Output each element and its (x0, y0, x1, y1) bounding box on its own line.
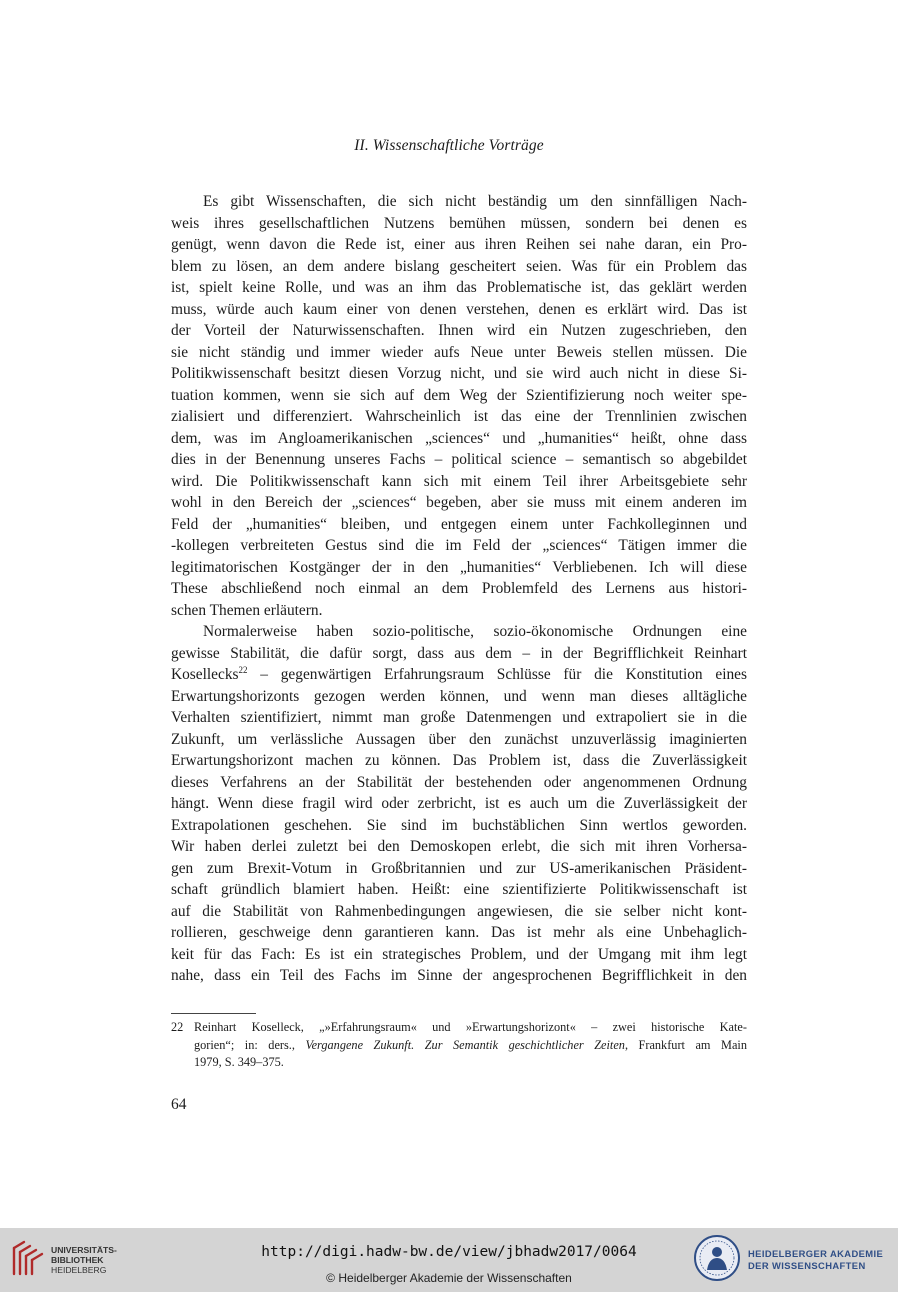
text-line: tuation kommen, wenn sie sich auf dem Weg der Szientifizierung noch weiter spe- (171, 386, 747, 404)
text-fragment: , Frankfurt am Main (624, 1037, 747, 1052)
text-line: rollieren, geschweige denn garantieren kann. Das ist mehr als eine Unbehaglich- (171, 924, 747, 941)
footnote-line (171, 1019, 747, 1037)
text-line: wird. Die Politikwissenschaft kann sich mit einem Teil ihrer Arbeitsgebiete sehr (171, 472, 747, 490)
text-line: keit für das Fach: Es ist ein strategisches Problem, und der Umgang mit ihm legt (171, 945, 747, 963)
academy-seal-icon[interactable] (693, 1234, 741, 1282)
text-line: gen zum Brexit-Votum in Großbritannien und zur US-amerikanischen Präsident- (171, 859, 747, 877)
logo-text-line: HEIDELBERGER AKADEMIE (748, 1248, 884, 1259)
body-text (171, 191, 747, 987)
text-line (171, 664, 747, 686)
text-line: Erwartungshorizonts gezogen werden können, und wenn man dieses alltägliche (171, 687, 747, 705)
text-line: genügt, wenn davon die Rede ist, einer aus ihren Reihen sei nahe daran, ein Pro- (171, 236, 747, 253)
text-fragment: Reinhart Koselleck, „»Erfahrungsraum« und »Erwartungshorizont« – zwei historische Kate- (194, 1020, 747, 1034)
footnote-number: 22 (171, 1020, 184, 1034)
text-line: der Vorteil der Naturwissenschaften. Ihnen wird ein Nutzen zugeschrieben, den (171, 322, 747, 339)
running-header: II. Wissenschaftliche Vorträge (354, 137, 544, 154)
footnote-line: 1979, S. 349–375. (194, 1055, 284, 1069)
paragraph-1 (171, 191, 747, 621)
text-line: gewisse Stabilität, die dafür sorgt, dass aus dem – in der Begrifflichkeit Reinhart (171, 644, 747, 662)
text-line: wohl in den Bereich der „sciences“ begeben, aber sie muss mit einem anderen im (171, 494, 747, 511)
text-line: Zukunft, um verlässliche Aussagen über den zunächst unzuverlässig imaginierten (171, 730, 747, 748)
text-line: -kollegen verbreiteten Gestus sind die im Feld der „sciences“ Tätigen immer die (171, 537, 747, 554)
text-line: blem zu lösen, an dem andere bislang gescheitert seien. Was für ein Problem das (171, 257, 747, 275)
logo-text-line: DER WISSENSCHAFTEN (748, 1260, 866, 1271)
text-line: zialisiert und differenziert. Wahrscheinlich ist das eine der Trennlinien zwischen (171, 408, 747, 425)
text-line: Feld der „humanities“ bleiben, und entgegen einem unter Fachkolleginnen und (171, 515, 747, 533)
text-fragment: – gegenwärtigen Erfahrungsraum Schlüsse für die Konstitution eines (247, 666, 747, 683)
text-line: weis ihres gesellschaftlichen Nutzens bemühen müssen, sondern bei denen es (171, 214, 747, 232)
text-line: Erwartungshorizont machen zu können. Das Problem ist, dass die Zuverlässigkeit (171, 752, 747, 769)
text-line: dies in der Benennung unseres Fachs – political science – semantisch so abgebildet (171, 451, 747, 468)
book-title: Vergangene Zukunft. Zur Semantik geschichtlicher Zeiten (305, 1037, 625, 1052)
footer-bar (0, 1228, 898, 1292)
text-line: dieses Verfahrens an der Stabilität der bestehenden oder angenommenen Ordnung (171, 773, 747, 791)
logo-text-line: BIBLIOTHEK (51, 1255, 104, 1265)
text-line: schaft gründlich blamiert haben. Heißt: eine szientifizierte Politikwissenschaft ist (171, 881, 747, 898)
text-line: legitimatorischen Kostgänger der in den „humanities“ Verbliebenen. Ich will diese (171, 558, 747, 576)
text-line: Wir haben derlei zuletzt bei den Demoskopen erlebt, die sich mit ihren Vorhersa- (171, 838, 747, 855)
footnote-reference[interactable]: 22 (238, 665, 248, 675)
logo-text-line: HEIDELBERG (51, 1265, 107, 1275)
permalink-url[interactable]: http://digi.hadw-bw.de/view/jbhadw2017/0064 (261, 1244, 637, 1260)
logo-text-line: UNIVERSITÄTS- (51, 1245, 117, 1255)
text-line: nahe, dass ein Teil des Fachs im Sinne der angesprochenen Begrifflichkeit in den (171, 967, 747, 984)
text-line: auf die Stabilität von Rahmenbedingungen angewiesen, die sie selber nicht kont- (171, 902, 747, 920)
text-line: Es gibt Wissenschaften, die sich nicht beständig um den sinnfälligen Nach- (203, 193, 747, 210)
text-line: Extrapolationen geschehen. Sie sind im buchstäblichen Sinn wertlos geworden. (171, 816, 747, 834)
text-line: hängt. Wenn diese fragil wird oder zerbricht, ist es auch um die Zuverlässigkeit der (171, 795, 747, 812)
academy-name (748, 1248, 883, 1272)
text-line: Normalerweise haben sozio-politische, sozio-ökonomische Ordnungen eine (203, 623, 747, 640)
footnote-line (171, 1037, 747, 1055)
text-line: schen Themen erläutern. (171, 601, 323, 619)
text-fragment: gorien“; in: ders., (194, 1037, 306, 1052)
text-line: These abschließend noch einmal an dem Problemfeld des Lernens aus histori- (171, 580, 747, 597)
paragraph-2 (171, 621, 747, 987)
text-line: dem, was im Angloamerikanischen „sciences“ und „humanities“ heißt, ohne dass (171, 429, 747, 447)
text-line: muss, würde auch kaum einer von denen verstehen, denen es erklärt wird. Das ist (171, 300, 747, 318)
text-line: sie nicht ständig und immer wieder aufs Neue unter Beweis stellen müssen. Die (171, 343, 747, 361)
text-line: ist, spielt keine Rolle, und was an ihm das Problematische ist, das geklärt werden (171, 279, 747, 296)
footnote-divider (171, 1013, 256, 1014)
text-fragment: Kosellecks (171, 666, 239, 683)
copyright-notice: © Heidelberger Akademie der Wissenschaften (326, 1271, 572, 1285)
footnote (171, 1019, 747, 1072)
text-line: Politikwissenschaft besitzt diesen Vorzug nicht, und sie wird auch nicht in diese Si- (171, 365, 747, 382)
text-line: Verhalten szientifiziert, nimmt man große Datenmengen und extrapoliert sie in die (171, 709, 747, 726)
page-number: 64 (171, 1096, 187, 1113)
